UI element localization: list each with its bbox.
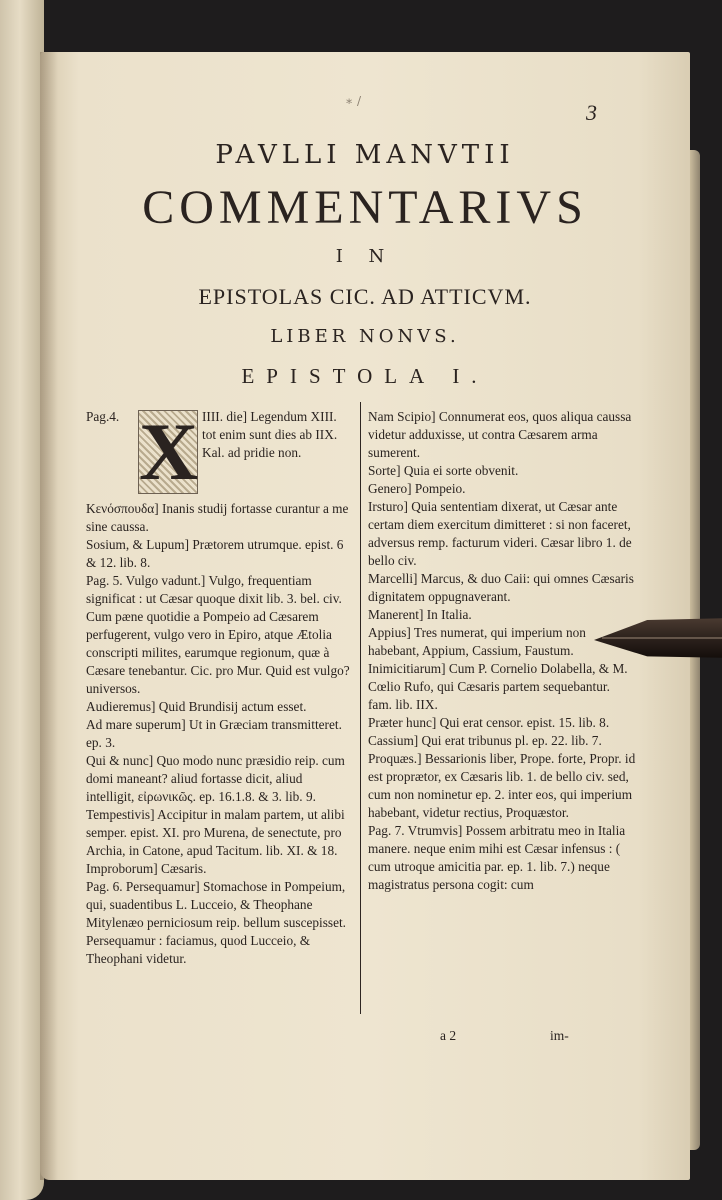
page-reference: Pag.4.	[86, 409, 120, 424]
left-paragraph: Κενόσπουδα] Inanis studij fortasse curantur a me sine caussa.	[86, 501, 349, 534]
left-paragraph: Ad mare superum] Ut in Græciam transmitteret. ep. 3.	[86, 717, 342, 750]
signature-mark: a 2	[440, 1028, 457, 1043]
catchword: im-	[550, 1028, 569, 1043]
left-paragraph: Pag. 6. Persequamur] Stomachose in Pompeium, qui, suadentibus L. Lucceio, & Theophane Mitylenæo perniciosum reip. bellum suscepisset. Persequamur : faciamus, quod Lucceio, & Theophani videtur.	[86, 879, 346, 966]
heading-in: I N	[335, 246, 395, 267]
column-rule	[360, 402, 361, 1014]
tick-mark: ∗ /	[345, 94, 362, 108]
right-paragraph: Irsturo] Quia sententiam dixerat, ut Cæsar ante certam diem exercitum dimitteret : si non faceret, adversus remp. facturum videri. Cæsar libro 1. de bello civ.	[368, 499, 632, 568]
opening-paragraph	[86, 408, 352, 500]
heading-author: PAVLLI MANVTII	[215, 140, 515, 170]
right-paragraph: Marcelli] Marcus, & duo Caii: qui omnes Cæsaris dignitatem oppugnaverant.	[368, 571, 634, 604]
folio-number: 3	[586, 100, 597, 125]
heading-epistle: EPISTOLA I.	[241, 364, 489, 388]
left-paragraph: Pag. 5. Vulgo vadunt.] Vulgo, frequentiam significat : ut Cæsar quoque dixit lib. 3. bel. civ. Cum pæne quotidie a Pompeio ad Cæsarem perfugerent, vulgo vero in Epiro, atque Ætolia conscripti milites, earumque regionum, quæ à Cæsare tenebantur. Cic. pro Mur. Quid est vulgo? universos.	[86, 573, 350, 696]
book-cover-left	[0, 0, 44, 1200]
heading-book: LIBER NONVS.	[270, 326, 460, 347]
right-column	[368, 408, 636, 894]
right-paragraph: Genero] Pompeio.	[368, 481, 466, 496]
right-paragraph: Sorte] Quia ei sorte obvenit.	[368, 463, 519, 478]
book-page	[40, 52, 690, 1180]
left-paragraph: Tempestivis] Accipitur in malam partem, ut alibi semper. epist. XI. pro Murena, de senectute, pro Archia, in Catone, apud Tacitum. lib. XI. & 18.	[86, 807, 345, 858]
heading-subject: EPISTOLAS CIC. AD ATTICVM.	[198, 284, 532, 309]
right-paragraph: Inimicitiarum] Cum P. Cornelio Dolabella, & M. Cœlio Rufo, qui Cæsaris partem sequebantur. fam. lib. IIX.	[368, 661, 628, 712]
left-paragraph: Improborum] Cæsaris.	[86, 861, 207, 876]
left-paragraph: Audieremus] Quid Brundisij actum esset.	[86, 699, 307, 714]
right-paragraph: Appius] Tres numerat, qui imperium non habebant, Appium, Cassium, Faustum.	[368, 625, 586, 658]
right-paragraph: Cassium] Qui erat tribunus pl. ep. 22. lib. 7.	[368, 733, 602, 748]
right-paragraph: Nam Scipio] Connumerat eos, quos aliqua caussa videtur adduxisse, ut contra Cæsarem arma sumerent.	[368, 409, 632, 460]
decorated-initial: X	[139, 406, 199, 497]
left-paragraph: Qui & nunc] Quo modo nunc præsidio reip. cum domi maneant? aliud fortasse dicit, aliud intelligit, εἰρωνικῶς. ep. 16.1.8. & 3. lib. 9.	[86, 753, 345, 804]
right-paragraph: Proquæs.] Bessarionis liber, Prope. forte, Propr. id est proprætor, ex Cæsaris lib. 1. de bello civ. sed, cum non nominetur ep. 2. inter eos, qui imperium habebant, videtur rectius, Proquæstor.	[368, 751, 636, 820]
right-paragraph: Pag. 7. Vtrumvis] Possem arbitratu meo in Italia manere. neque enim mihi est Cæsar infensus : ( cum utroque amicitia par. ep. 1. lib. 7.) neque magistratus persona cogit: cum	[368, 823, 626, 892]
right-paragraph: Præter hunc] Qui erat censor. epist. 15. lib. 8.	[368, 715, 610, 730]
heading-title: COMMENTARIVS	[142, 181, 588, 234]
opening-text: IIII. die] Legendum XIII. tot enim sunt dies ab IIX. Kal. ad pridie non.	[202, 409, 338, 460]
blade-edge	[602, 637, 722, 639]
left-column	[86, 408, 352, 968]
left-paragraph: Sosium, & Lupum] Prætorem utrumque. epist. 6 & 12. lib. 8.	[86, 537, 344, 570]
right-paragraph: Manerent] In Italia.	[368, 607, 472, 622]
